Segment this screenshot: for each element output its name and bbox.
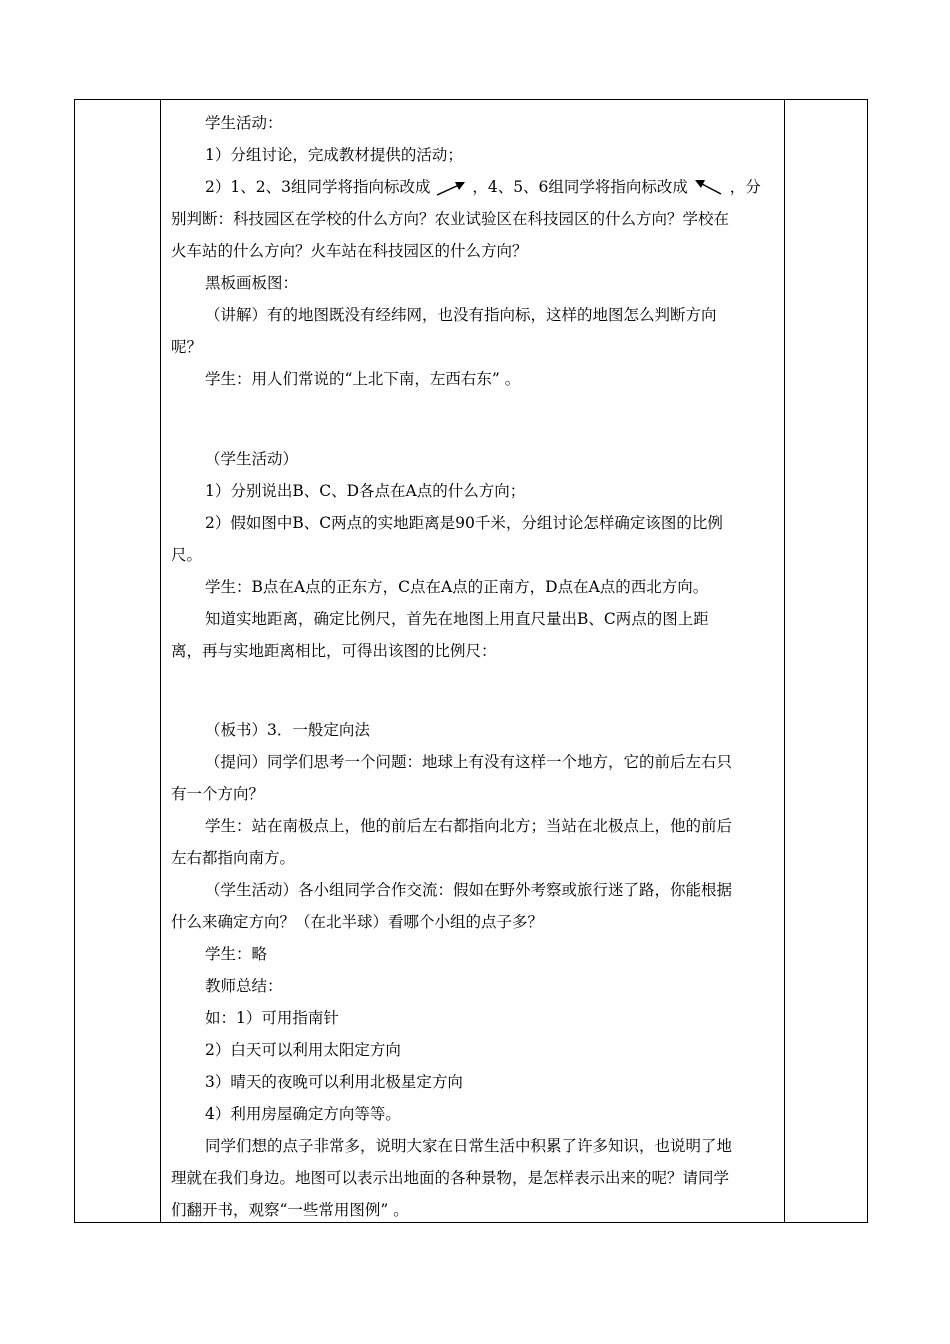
text-line: 学生：略 bbox=[205, 945, 268, 963]
text-line-with-arrows bbox=[161, 177, 761, 198]
text-line: 如：1）可用指南针 bbox=[205, 1009, 339, 1027]
text-line: 知道实地距离，确定比例尺，首先在地图上用直尺量出B、C两点的图上距 bbox=[205, 610, 709, 628]
right-column-divider bbox=[784, 100, 785, 1222]
arrow-northwest-icon bbox=[693, 178, 725, 198]
text-line: 2）白天可以利用太阳定方向 bbox=[205, 1041, 401, 1059]
text-segment: ，分 bbox=[729, 178, 761, 196]
arrow-northeast-icon bbox=[435, 178, 467, 198]
text-line: 理就在我们身边。地图可以表示出地面的各种景物，是怎样表示出来的呢？请同学 bbox=[171, 1169, 730, 1187]
text-line: 别判断：科技园区在学校的什么方向？农业试验区在科技园区的什么方向？学校在 bbox=[171, 210, 730, 228]
text-line: 2）假如图中B、C两点的实地距离是90千米，分组讨论怎样确定该图的比例 bbox=[205, 514, 723, 532]
text-line: 3）晴天的夜晚可以利用北极星定方向 bbox=[205, 1073, 463, 1091]
text-line: 4）利用房屋确定方向等等。 bbox=[205, 1105, 401, 1123]
lesson-table bbox=[74, 99, 868, 1223]
text-line: 1）分组讨论，完成教材提供的活动； bbox=[205, 146, 463, 164]
text-line: 学生：B点在A点的正东方，C点在A点的正南方，D点在A点的西北方向。 bbox=[205, 578, 709, 596]
text-line: 学生：用人们常说的“上北下南，左西右东” 。 bbox=[205, 370, 521, 388]
text-segment: 2）1、2、3组同学将指向标改成 bbox=[205, 178, 431, 196]
text-segment: ，4、5、6组同学将指向标改成 bbox=[472, 178, 688, 196]
text-line: （讲解）有的地图既没有经纬网，也没有指向标，这样的地图怎么判断方向 bbox=[205, 306, 717, 324]
text-line: 同学们想的点子非常多，说明大家在日常生活中积累了许多知识，也说明了地 bbox=[205, 1137, 733, 1155]
text-line: （提问）同学们思考一个问题：地球上有没有这样一个地方，它的前后左右只 bbox=[205, 753, 733, 771]
text-line: （学生活动）各小组同学合作交流：假如在野外考察或旅行迷了路，你能根据 bbox=[205, 881, 733, 899]
text-line: 们翻开书，观察“一些常用图例” 。 bbox=[171, 1201, 409, 1219]
text-line: 1）分别说出B、C、D各点在A点的什么方向； bbox=[205, 482, 526, 500]
text-line: 尺。 bbox=[171, 546, 203, 564]
text-line: 离，再与实地距离相比，可得出该图的比例尺： bbox=[171, 642, 497, 660]
text-line: 学生活动： bbox=[205, 114, 283, 132]
text-line: 呢？ bbox=[171, 338, 203, 356]
text-line: 教师总结： bbox=[205, 977, 283, 995]
text-line: （学生活动） bbox=[205, 450, 299, 468]
text-line: 火车站的什么方向？火车站在科技园区的什么方向？ bbox=[171, 242, 528, 260]
text-line: 学生：站在南极点上，他的前后左右都指向北方；当站在北极点上，他的前后 bbox=[205, 817, 733, 835]
text-line: 黑板画板图： bbox=[205, 274, 299, 292]
text-line: 有一个方向？ bbox=[171, 785, 265, 803]
text-line: 左右都指向南方。 bbox=[171, 849, 296, 867]
text-line: 什么来确定方向？（在北半球）看哪个小组的点子多？ bbox=[171, 913, 544, 931]
text-line: （板书）3．一般定向法 bbox=[205, 721, 370, 739]
